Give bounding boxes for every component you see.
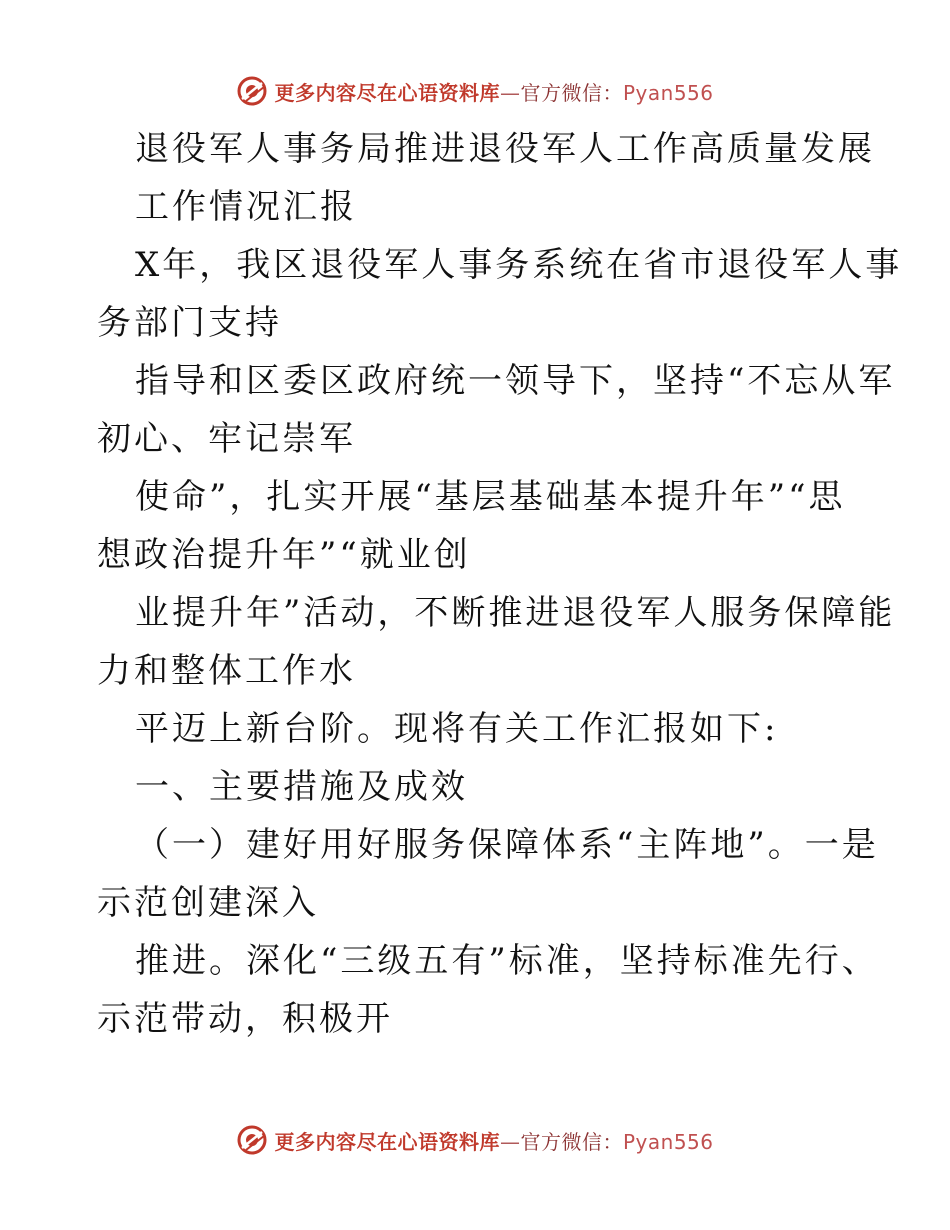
doc-line: 推进。深化“三级五有”标准，坚持标准先行、 <box>135 941 879 981</box>
watermark-content <box>236 75 713 107</box>
watermark-text <box>274 1126 713 1155</box>
doc-line: 想政治提升年”“就业创 <box>97 535 471 575</box>
doc-line: 业提升年”活动，不断推进退役军人服务保障能 <box>135 593 896 633</box>
doc-line: 平迈上新台阶。现将有关工作汇报如下: <box>135 709 779 749</box>
watermark-content <box>236 1124 713 1156</box>
watermark-dash: — <box>499 1129 521 1154</box>
doc-line: 使命”，扎实开展“基层基础基本提升年”“思 <box>135 477 846 517</box>
doc-line: 示范带动，积极开 <box>97 999 393 1039</box>
footer-watermark <box>0 1120 950 1160</box>
doc-line: 指导和区委区政府统一领导下，坚持“不忘从军 <box>135 361 896 401</box>
watermark-brand: 更多内容尽在心语资料库 <box>274 80 500 105</box>
doc-section-heading: 一、主要措施及成效 <box>135 767 468 807</box>
watermark-label: 官方微信： <box>520 1129 623 1154</box>
header-watermark <box>0 71 950 111</box>
doc-line: X年，我区退役军人事务系统在省市退役军人事 <box>135 245 903 285</box>
doc-line: 力和整体工作水 <box>97 651 356 691</box>
doc-line: （一）建好用好服务保障体系“主阵地”。一是 <box>135 825 879 865</box>
doc-title-line-1: 退役军人事务局推进退役军人工作高质量发展 <box>135 129 875 169</box>
doc-line: 示范创建深入 <box>97 883 319 923</box>
watermark-text <box>274 77 713 106</box>
watermark-handle: Pyan556 <box>622 80 714 105</box>
seal-logo-icon <box>236 1124 268 1156</box>
doc-line: 初心、牢记崇军 <box>97 419 356 459</box>
seal-logo-icon <box>236 75 268 107</box>
watermark-handle: Pyan556 <box>622 1129 714 1154</box>
doc-line: 务部门支持 <box>97 303 282 343</box>
watermark-brand: 更多内容尽在心语资料库 <box>274 1129 500 1154</box>
document-body <box>97 120 903 1048</box>
doc-title-line-2: 工作情况汇报 <box>135 187 357 227</box>
watermark-dash: — <box>499 80 521 105</box>
watermark-label: 官方微信： <box>520 80 623 105</box>
